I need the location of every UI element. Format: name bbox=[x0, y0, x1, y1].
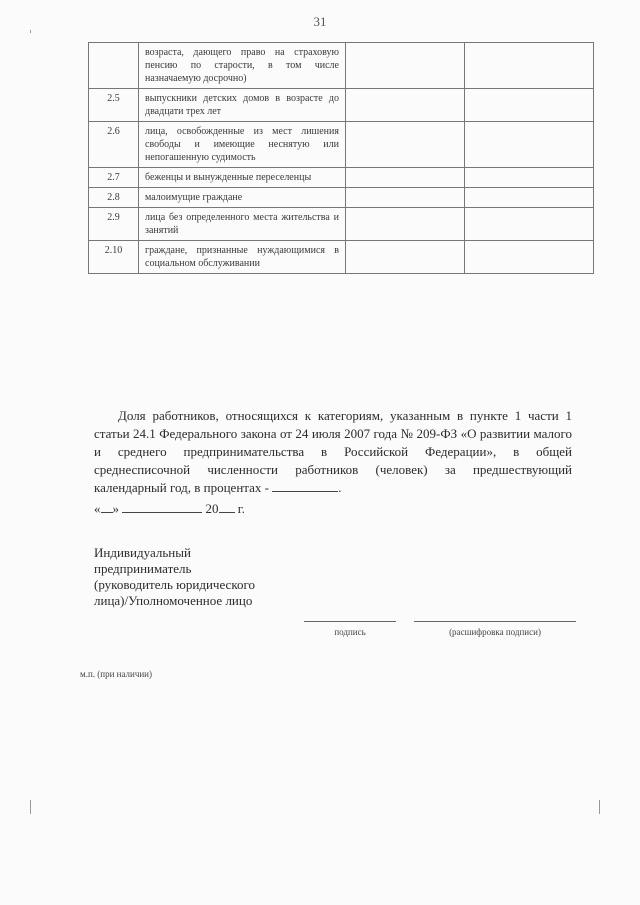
row-number: 2.8 bbox=[89, 188, 139, 208]
signature-decoding-line[interactable] bbox=[414, 620, 576, 622]
year-blank[interactable] bbox=[219, 500, 235, 513]
percent-blank[interactable] bbox=[272, 479, 338, 492]
signature-caption: подпись bbox=[334, 627, 366, 637]
row-value-cell[interactable] bbox=[465, 241, 594, 274]
row-value-cell[interactable] bbox=[346, 168, 465, 188]
signer-line-2: предприниматель bbox=[94, 561, 192, 576]
signer-block bbox=[94, 545, 314, 609]
row-number: 2.10 bbox=[89, 241, 139, 274]
signer-line-1: Индивидуальный bbox=[94, 545, 191, 560]
year-prefix: 20 bbox=[205, 501, 219, 516]
year-suffix: г. bbox=[237, 501, 245, 516]
row-number: 2.9 bbox=[89, 208, 139, 241]
table-row bbox=[89, 43, 594, 89]
paragraph-text: Доля работников, относящихся к категориям, указанным в пункте 1 части 1 статьи 24.1 Федерального закона от 24 июля 2007 года № 209-ФЗ «О развитии малого и среднего предпринимательства в Российской Федерации», в общей среднесписочной численности работников (человек) за предшествующий календарный год, в процентах - bbox=[94, 408, 572, 495]
signature-line[interactable] bbox=[304, 620, 396, 622]
date-close-quote: » bbox=[112, 501, 119, 516]
row-description: беженцы и вынужденные переселенцы bbox=[139, 168, 346, 188]
row-value-cell[interactable] bbox=[465, 208, 594, 241]
row-value-cell[interactable] bbox=[465, 188, 594, 208]
page-number: 31 bbox=[313, 14, 327, 29]
share-paragraph bbox=[94, 407, 572, 497]
row-value-cell[interactable] bbox=[465, 89, 594, 122]
row-value-cell[interactable] bbox=[346, 89, 465, 122]
table-row bbox=[89, 188, 594, 208]
categories-table bbox=[88, 42, 594, 274]
row-number: 2.5 bbox=[89, 89, 139, 122]
row-description: малоимущие граждане bbox=[139, 188, 346, 208]
table-row bbox=[89, 89, 594, 122]
row-value-cell[interactable] bbox=[346, 122, 465, 168]
stamp-note: м.п. (при наличии) bbox=[80, 669, 152, 679]
table-row bbox=[89, 241, 594, 274]
day-blank[interactable] bbox=[101, 500, 113, 513]
signer-line-4: лица)/Уполномоченное лицо bbox=[94, 593, 253, 608]
row-description: выпускники детских домов в возрасте до двадцати трех лет bbox=[139, 89, 346, 122]
signature-decoding-caption: (расшифровка подписи) bbox=[449, 627, 541, 637]
table-body bbox=[89, 43, 594, 274]
row-value-cell[interactable] bbox=[346, 241, 465, 274]
row-number bbox=[89, 43, 139, 89]
scan-edge-mark bbox=[30, 30, 31, 33]
table-row bbox=[89, 208, 594, 241]
scan-edge-mark bbox=[599, 800, 600, 814]
date-line bbox=[94, 500, 245, 517]
table-row bbox=[89, 122, 594, 168]
row-value-cell[interactable] bbox=[346, 208, 465, 241]
date-open-quote: « bbox=[94, 501, 101, 516]
scan-edge-mark bbox=[30, 800, 31, 814]
row-number: 2.7 bbox=[89, 168, 139, 188]
row-value-cell[interactable] bbox=[465, 122, 594, 168]
row-description: граждане, признанные нуждающимися в социальном обслуживании bbox=[139, 241, 346, 274]
row-value-cell[interactable] bbox=[465, 168, 594, 188]
row-value-cell[interactable] bbox=[346, 43, 465, 89]
row-number: 2.6 bbox=[89, 122, 139, 168]
row-value-cell[interactable] bbox=[465, 43, 594, 89]
row-description: лица, освобожденные из мест лишения свободы и имеющие неснятую или непогашенную судимость bbox=[139, 122, 346, 168]
month-blank[interactable] bbox=[122, 500, 202, 513]
row-description: возраста, дающего право на страховую пенсию по старости, в том числе назначаемую досрочно) bbox=[139, 43, 346, 89]
row-description: лица без определенного места жительства и занятий bbox=[139, 208, 346, 241]
paragraph-end: . bbox=[338, 480, 342, 495]
row-value-cell[interactable] bbox=[346, 188, 465, 208]
table-row bbox=[89, 168, 594, 188]
signer-line-3: (руководитель юридического bbox=[94, 577, 255, 592]
